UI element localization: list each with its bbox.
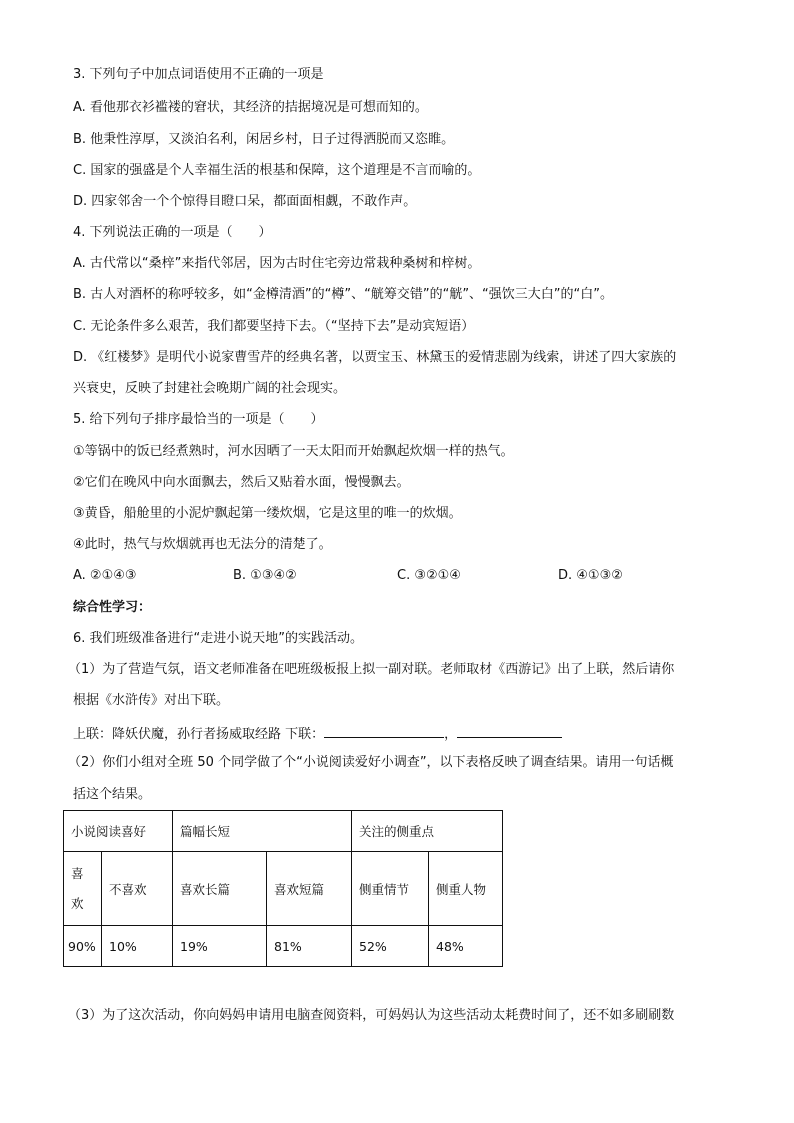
- q3-option-c: C. 国家的强盛是个人幸福生活的根基和保障，这个道理是不言而喻的。: [73, 163, 481, 178]
- q5-option-b: B. ①③④②: [233, 568, 297, 583]
- table-header-cell: 篇幅长短: [173, 811, 352, 852]
- table-cell: 10%: [102, 926, 173, 967]
- table-row: [64, 926, 503, 967]
- q5-sentence-4: ④此时，热气与炊烟就再也无法分的清楚了。: [73, 537, 332, 552]
- table-subheader-cell: 侧重人物: [429, 852, 503, 926]
- q3-option-b: B. 他秉性淳厚，又淡泊名利，闲居乡村，日子过得洒脱而又恣睢。: [73, 132, 455, 147]
- q6-part2-line1: （2）你们小组对全班 50 个同学做了个“小说阅读爱好小调查”，以下表格反映了调查结果。请用一句话概: [68, 755, 674, 770]
- survey-table: [63, 810, 503, 967]
- table-cell: 19%: [173, 926, 267, 967]
- table-subheader-cell: 喜欢长篇: [173, 852, 267, 926]
- q5-option-c: C. ③②①④: [397, 568, 461, 583]
- q3-option-a: A. 看他那衣衫褴褛的窘状，其经济的拮据境况是可想而知的。: [73, 100, 428, 115]
- answer-blank-1[interactable]: [324, 723, 444, 738]
- table-header-cell: 关注的侧重点: [352, 811, 503, 852]
- section-title: 综合性学习：: [73, 600, 152, 615]
- table-header-row: [64, 811, 503, 852]
- table-cell: 81%: [267, 926, 352, 967]
- q3-stem: 3. 下列句子中加点词语使用不正确的一项是: [73, 67, 324, 82]
- answer-blank-2[interactable]: [457, 723, 562, 738]
- q4-option-d-line1: D. 《红楼梦》是明代小说家曹雪芹的经典名著，以贾宝玉、林黛玉的爱情悲剧为线索，讲述了四大家族的: [73, 350, 677, 365]
- q5-stem: 5. 给下列句子排序最恰当的一项是（ ）: [73, 412, 324, 427]
- q4-option-a: A. 古代常以“桑梓”来指代邻居，因为古时住宅旁边常栽种桑树和梓树。: [73, 256, 481, 271]
- q6-stem: 6. 我们班级准备进行“走进小说天地”的实践活动。: [73, 631, 364, 646]
- table-subheader-cell: 侧重情节: [352, 852, 429, 926]
- couplet-comma: ，: [444, 727, 458, 742]
- q5-sentence-3: ③黄昏，船舱里的小泥炉飘起第一缕炊烟，它是这里的唯一的炊烟。: [73, 506, 462, 521]
- table-cell: 90%: [64, 926, 102, 967]
- q4-option-b: B. 古人对酒杯的称呼较多，如“金樽清酒”的“樽”、“觥筹交错”的“觥”、“强饮三大白”的“白”。: [73, 287, 614, 302]
- table-subheader-row: [64, 852, 503, 926]
- table-subheader-cell: 不喜欢: [102, 852, 173, 926]
- q5-sentence-1: ①等锅中的饭已经煮熟时，河水因晒了一天太阳而开始飘起炊烟一样的热气。: [73, 444, 514, 459]
- q5-option-d: D. ④①③②: [558, 568, 623, 583]
- q6-part3-line1: （3）为了这次活动，你向妈妈申请用电脑查阅资料，可妈妈认为这些活动太耗费时间了，还不如多刷刷数: [68, 1008, 675, 1023]
- table-subheader-cell: 喜欢: [64, 852, 102, 926]
- couplet-text: 上联：降妖伏魔，孙行者扬威取经路 下联：: [73, 727, 325, 742]
- q4-option-d-line2: 兴衰史，反映了封建社会晚期广阔的社会现实。: [73, 381, 347, 396]
- q5-option-a: A. ②①④③: [73, 568, 137, 583]
- q6-part1-line2: 根据《水浒传》对出下联。: [73, 693, 230, 708]
- q5-sentence-2: ②它们在晚风中向水面飘去，然后又贴着水面，慢慢飘去。: [73, 475, 410, 490]
- table-subheader-cell: 喜欢短篇: [267, 852, 352, 926]
- q6-couplet-line: [73, 723, 562, 744]
- q3-option-d: D. 四家邻舍一个个惊得目瞪口呆，都面面相觑，不敢作声。: [73, 194, 417, 209]
- q6-part2-line2: 括这个结果。: [73, 787, 152, 802]
- q4-option-c: C. 无论条件多么艰苦，我们都要坚持下去。（“坚持下去”是动宾短语）: [73, 319, 475, 334]
- table-cell: 52%: [352, 926, 429, 967]
- table-header-cell: 小说阅读喜好: [64, 811, 173, 852]
- q6-part1-line1: （1）为了营造气氛，语文老师准备在吧班级板报上拟一副对联。老师取材《西游记》出了上联，然后请你: [68, 662, 675, 677]
- q4-stem: 4. 下列说法正确的一项是（ ）: [73, 225, 272, 240]
- table-cell: 48%: [429, 926, 503, 967]
